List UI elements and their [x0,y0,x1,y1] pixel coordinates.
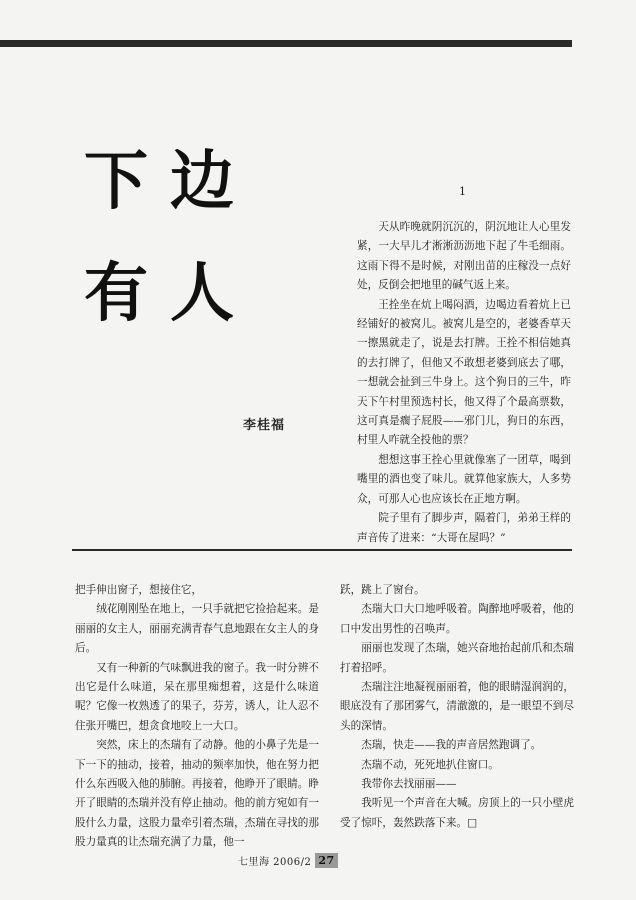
paragraph: 杰瑞，快走——我的声音居然跑调了。 [361,739,542,752]
author-name: 李桂福 [243,418,286,433]
paragraph: 王拴坐在炕上喝闷酒，边喝边看着炕上已经铺好的被窝儿。被窝儿是空的，老婆香草天一擦黑就走了，说是去打牌。王拴不相信她真的去打牌了，但他又不敢想老婆到底去了哪，一想就会扯到三牛身上。这个狗日的三牛，昨天下午村里预选村长，他又得了个最高票数，这可真是瘸子屁股——邪门儿，狗日的东西，村里人咋就全投他的票？ [357,298,571,447]
paragraph: 我带你去找丽丽—— [361,778,457,791]
paragraph: 想想这事王拴心里就像塞了一团草，喝到嘴里的酒也变了味儿。就算他家族大，人多势众，可那人心也应该长在正地方啊。 [357,453,571,505]
page-number: 27 [315,853,337,868]
paragraph: 绒花刚刚坠在地上，一只手就把它捡拾起来。是丽丽的女主人，丽丽充满青春气息地跟在女主人的身后。 [75,603,319,655]
paragraph: 突然，床上的杰瑞有了动静。他的小鼻子先是一下一下的抽动，接着，抽动的频率加快，他在努力把什么东西吸入他的肺腑。再接着，他睁开了眼睛。睁开了眼睛的杰瑞并没有停止抽动。他的前方宛如有一股什么力量，这股力量牵引着杰瑞，杰瑞在寻找的那股力量真的让杰瑞充满了力量，他一 [75,739,319,849]
title-line-1: 下边 [84,144,256,219]
paragraph: 杰瑞注注地凝视丽丽着，他的眼睛湿润润的，眼底没有了那团雾气，清澈激的，是一眼望不到尽头的深情。 [340,681,574,732]
paragraph: 丽丽也发现了杰瑞，她兴奋地抬起前爪和杰瑞打着招呼。 [340,642,574,674]
page-footer [238,853,338,868]
journal-issue: 七里海 2006/2 [238,857,312,868]
title-line-2: 有人 [84,256,256,331]
bottom-left-column [75,581,319,853]
paragraph: 院子里有了脚步声，隔着门，弟弟王样的声音传了进来：“大哥在屋吗？” [357,512,571,544]
right-column-text [357,218,571,548]
paragraph: 把手伸出窗子，想接住它， [75,584,203,596]
paragraph: 跃，跳上了窗台。 [340,584,425,596]
paragraph: 杰瑞大口大口地呼吸着。陶醉地呼吸着，他的口中发出男性的召唤声。 [340,603,574,635]
top-rule [0,40,572,47]
section-divider [72,549,572,551]
paragraph: 又有一种新的气味飘进我的窗子。我一时分辨不出它是什么味道，呆在那里痴想着，这是什么味道呢？它像一枚熟透了的果子，芬芳，诱人，让人忍不住张开嘴巴，想贪食地咬上一大口。 [75,661,319,732]
bottom-right-column [340,581,574,833]
paragraph: 天从昨晚就阴沉沉的，阴沉地让人心里发紧，一大早儿才淅淅沥沥地下起了牛毛细雨。这雨下得不是时候，对刚出苗的庄稼没一点好处，反倒会把地里的碱气返上来。 [357,221,571,292]
paragraph: 杰瑞不动，死死地扒住窗口。 [361,758,499,771]
paragraph: 我听见一个声音在大喊。房顶上的一只小壁虎受了惊吓，轰然跌落下来。□ [340,797,574,829]
section-number: 1 [459,185,466,198]
